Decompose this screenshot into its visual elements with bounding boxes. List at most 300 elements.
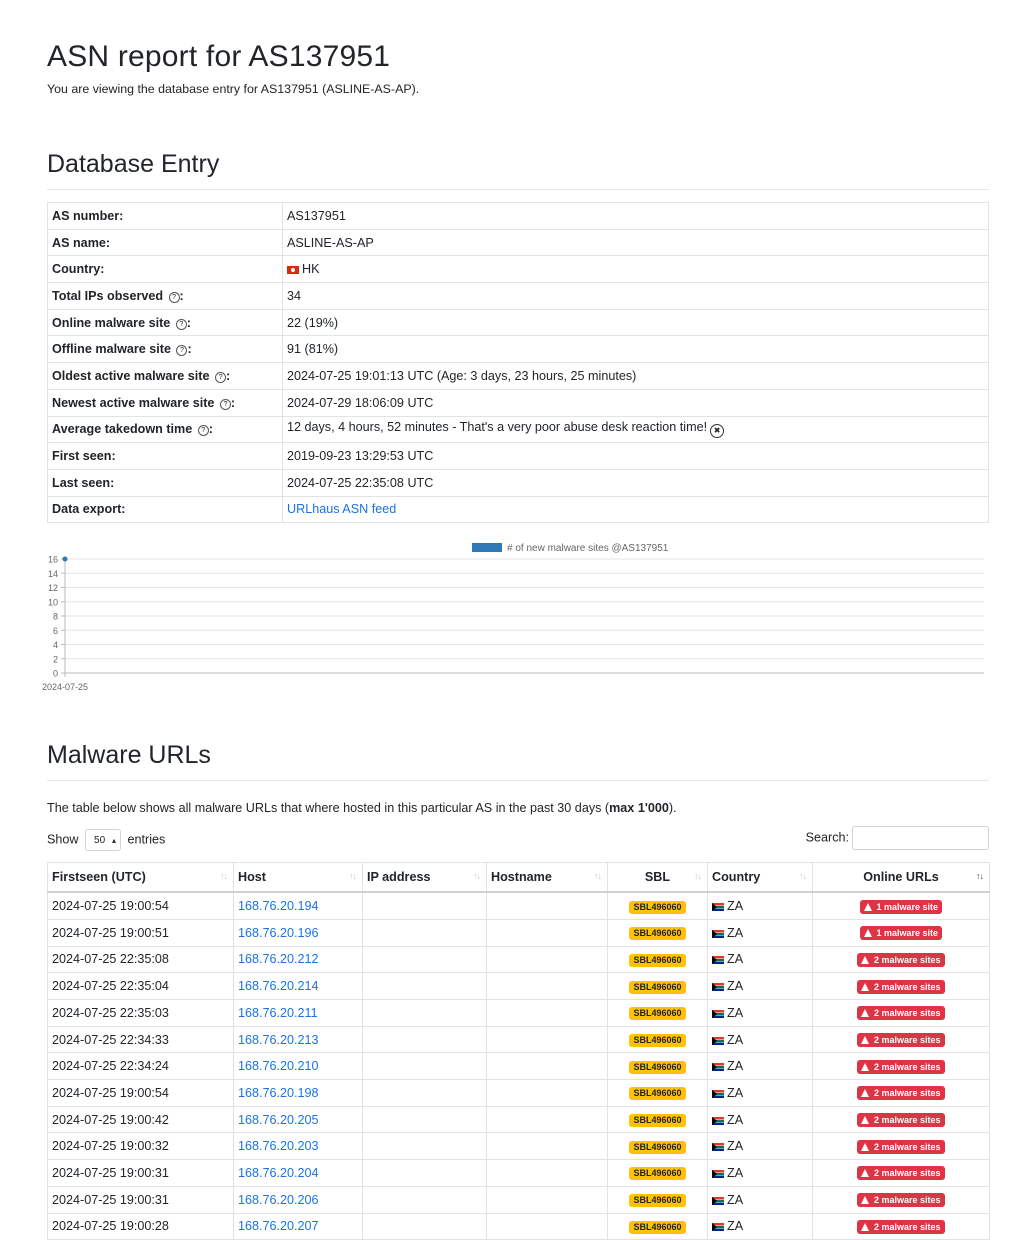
help-icon[interactable]: ? bbox=[176, 345, 187, 356]
database-row bbox=[48, 416, 989, 443]
y-tick-label: 4 bbox=[52, 640, 58, 651]
ip-cell bbox=[363, 1106, 487, 1133]
online-cell bbox=[813, 919, 990, 946]
label-colon: : bbox=[187, 342, 192, 357]
online-urls-label: 2 malware sites bbox=[873, 1221, 941, 1232]
country-cell bbox=[708, 892, 813, 919]
value-text: 2024-07-25 19:01:13 UTC (Age: 3 days, 23 hours, 25 minutes) bbox=[287, 368, 637, 383]
za-flag-icon bbox=[712, 1143, 724, 1151]
column-header[interactable] bbox=[608, 863, 708, 893]
country-cell bbox=[708, 1213, 813, 1240]
online-urls-badge bbox=[857, 1033, 944, 1047]
database-label bbox=[48, 469, 283, 496]
country-cell bbox=[708, 1053, 813, 1080]
host-cell bbox=[234, 919, 363, 946]
online-urls-label: 2 malware sites bbox=[873, 981, 941, 992]
online-urls-label: 2 malware sites bbox=[873, 954, 941, 965]
database-value bbox=[283, 229, 989, 256]
database-label bbox=[48, 496, 283, 523]
country-code: ZA bbox=[727, 1219, 744, 1234]
label-text: Online malware site bbox=[52, 315, 171, 330]
online-cell bbox=[813, 973, 990, 1000]
ip-cell bbox=[363, 1160, 487, 1187]
host-cell bbox=[234, 1133, 363, 1160]
sbl-badge[interactable]: SBL496060 bbox=[629, 1221, 685, 1234]
firstseen-cell: 2024-07-25 22:35:08 bbox=[48, 946, 234, 973]
table-controls bbox=[47, 826, 989, 852]
host-cell bbox=[234, 1160, 363, 1187]
hostname-cell bbox=[487, 1213, 608, 1240]
chevron-updown-icon: ▴ bbox=[112, 836, 117, 846]
value-text: AS137951 bbox=[287, 208, 346, 223]
value-text: 2019-09-23 13:29:53 UTC bbox=[287, 449, 434, 464]
column-header-label: Hostname bbox=[491, 870, 552, 885]
database-label bbox=[48, 283, 283, 310]
firstseen-cell: 2024-07-25 19:00:54 bbox=[48, 1080, 234, 1107]
online-cell bbox=[813, 892, 990, 919]
show-label: Show bbox=[47, 832, 79, 847]
database-label bbox=[48, 389, 283, 416]
label-text: Average takedown time bbox=[52, 422, 193, 437]
hostname-cell bbox=[487, 919, 608, 946]
dizzy-face-icon: ✖ bbox=[710, 424, 724, 438]
label-text: Data export: bbox=[52, 502, 126, 517]
online-urls-badge bbox=[857, 1166, 944, 1180]
database-value bbox=[283, 496, 989, 523]
host-cell bbox=[234, 892, 363, 919]
country-code: ZA bbox=[727, 1192, 744, 1207]
column-header-label: Online URLs bbox=[863, 870, 939, 885]
table-row bbox=[48, 946, 990, 973]
ip-cell bbox=[363, 946, 487, 973]
label-text: AS number: bbox=[52, 208, 124, 223]
sort-icon: ↑↓ bbox=[594, 871, 601, 882]
y-tick-label: 14 bbox=[47, 569, 58, 579]
firstseen-cell: 2024-07-25 19:00:31 bbox=[48, 1160, 234, 1187]
search-input[interactable] bbox=[852, 826, 989, 850]
malware-description bbox=[47, 801, 989, 815]
y-tick-label: 10 bbox=[47, 597, 58, 608]
host-link[interactable]: 168.76.20.212 bbox=[238, 952, 319, 967]
column-header[interactable] bbox=[813, 863, 990, 893]
ip-cell bbox=[363, 1053, 487, 1080]
column-header-label: Firstseen (UTC) bbox=[52, 870, 146, 885]
online-urls-label: 2 malware sites bbox=[873, 1088, 941, 1099]
country-code: ZA bbox=[727, 1165, 744, 1180]
label-text: Country: bbox=[52, 262, 105, 277]
y-tick-label: 2 bbox=[52, 654, 58, 665]
y-tick-label: 0 bbox=[52, 668, 58, 679]
country-code: ZA bbox=[727, 1139, 744, 1154]
table-row bbox=[48, 1080, 990, 1107]
sbl-cell bbox=[608, 1000, 708, 1027]
sbl-badge[interactable]: SBL496060 bbox=[629, 1194, 685, 1207]
host-cell bbox=[234, 973, 363, 1000]
value-text: 2024-07-29 18:06:09 UTC bbox=[287, 395, 434, 410]
value-text: 2024-07-25 22:35:08 UTC bbox=[287, 475, 434, 490]
table-row bbox=[48, 1133, 990, 1160]
warning-icon bbox=[861, 1063, 869, 1071]
sbl-badge[interactable]: SBL496060 bbox=[629, 1087, 685, 1100]
sbl-cell bbox=[608, 1080, 708, 1107]
page-length-control bbox=[47, 829, 165, 851]
host-cell bbox=[234, 1080, 363, 1107]
country-code: ZA bbox=[727, 1005, 744, 1020]
country-code: ZA bbox=[727, 1032, 744, 1047]
online-cell bbox=[813, 1026, 990, 1053]
online-urls-label: 2 malware sites bbox=[873, 1195, 941, 1206]
ip-cell bbox=[363, 1213, 487, 1240]
column-header[interactable] bbox=[487, 863, 608, 893]
za-flag-icon bbox=[712, 1063, 724, 1071]
za-flag-icon bbox=[712, 1117, 724, 1125]
column-header[interactable] bbox=[234, 863, 363, 893]
database-value bbox=[283, 389, 989, 416]
table-row bbox=[48, 1213, 990, 1240]
page-length-select[interactable] bbox=[85, 829, 121, 851]
database-row bbox=[48, 469, 989, 496]
sort-icon: ↑↓ bbox=[473, 871, 480, 882]
label-colon: : bbox=[208, 422, 213, 437]
firstseen-cell: 2024-07-25 22:34:33 bbox=[48, 1026, 234, 1053]
label-text: Oldest active malware site bbox=[52, 368, 210, 383]
hostname-cell bbox=[487, 1053, 608, 1080]
sbl-badge[interactable]: SBL496060 bbox=[629, 927, 685, 940]
host-link[interactable]: 168.76.20.210 bbox=[238, 1059, 319, 1074]
warning-icon bbox=[861, 1009, 869, 1017]
malware-chart bbox=[41, 537, 989, 712]
firstseen-cell: 2024-07-25 22:35:03 bbox=[48, 1000, 234, 1027]
country-code: ZA bbox=[727, 1112, 744, 1127]
online-urls-badge bbox=[857, 980, 944, 994]
urlhaus-asn-feed-link[interactable]: URLhaus ASN feed bbox=[287, 502, 397, 517]
table-row bbox=[48, 1026, 990, 1053]
firstseen-cell: 2024-07-25 22:35:04 bbox=[48, 973, 234, 1000]
host-link[interactable]: 168.76.20.211 bbox=[238, 1005, 318, 1020]
firstseen-cell: 2024-07-25 19:00:54 bbox=[48, 892, 234, 919]
hostname-cell bbox=[487, 1133, 608, 1160]
ip-cell bbox=[363, 973, 487, 1000]
value-text: 12 days, 4 hours, 52 minutes - That's a very poor abuse desk reaction time! bbox=[287, 420, 708, 435]
host-link[interactable]: 168.76.20.198 bbox=[238, 1085, 319, 1100]
database-row bbox=[48, 496, 989, 523]
online-urls-badge bbox=[857, 1140, 944, 1154]
sbl-badge[interactable]: SBL496060 bbox=[629, 1034, 685, 1047]
hostname-cell bbox=[487, 1026, 608, 1053]
online-urls-badge bbox=[857, 1006, 944, 1020]
database-value bbox=[283, 469, 989, 496]
host-link[interactable]: 168.76.20.214 bbox=[238, 979, 319, 994]
za-flag-icon bbox=[712, 1037, 724, 1045]
ip-cell bbox=[363, 892, 487, 919]
column-header[interactable] bbox=[48, 863, 234, 893]
online-urls-label: 2 malware sites bbox=[873, 1061, 941, 1072]
online-urls-label: 2 malware sites bbox=[873, 1008, 941, 1019]
malware-table bbox=[47, 862, 990, 1240]
database-row bbox=[48, 309, 989, 336]
label-colon: : bbox=[226, 368, 231, 383]
sbl-cell bbox=[608, 946, 708, 973]
country-cell bbox=[708, 919, 813, 946]
country-code: ZA bbox=[727, 952, 744, 967]
host-link[interactable]: 168.76.20.203 bbox=[238, 1139, 319, 1154]
label-text: Offline malware site bbox=[52, 342, 171, 357]
sbl-badge[interactable]: SBL496060 bbox=[629, 1167, 685, 1180]
chart-svg bbox=[41, 537, 989, 712]
database-label bbox=[48, 256, 283, 283]
desc-max: max 1'000 bbox=[609, 801, 669, 816]
label-text: AS name: bbox=[52, 235, 111, 250]
hostname-cell bbox=[487, 892, 608, 919]
column-header-label: IP address bbox=[367, 870, 431, 885]
table-row bbox=[48, 1106, 990, 1133]
sbl-badge[interactable]: SBL496060 bbox=[629, 1114, 685, 1127]
hostname-cell bbox=[487, 1160, 608, 1187]
database-table bbox=[47, 202, 989, 523]
host-cell bbox=[234, 946, 363, 973]
database-value bbox=[283, 336, 989, 363]
label-text: Last seen: bbox=[52, 475, 115, 490]
sbl-cell bbox=[608, 1106, 708, 1133]
label-text: First seen: bbox=[52, 449, 116, 464]
y-tick-label: 8 bbox=[52, 611, 58, 622]
database-value bbox=[283, 363, 989, 390]
sbl-cell bbox=[608, 919, 708, 946]
value-text: 91 (81%) bbox=[287, 342, 339, 357]
label-text: Total IPs observed bbox=[52, 288, 164, 303]
value-text: 22 (19%) bbox=[287, 315, 339, 330]
host-cell bbox=[234, 1000, 363, 1027]
country-cell bbox=[708, 1080, 813, 1107]
host-link[interactable]: 168.76.20.213 bbox=[238, 1032, 319, 1047]
online-cell bbox=[813, 946, 990, 973]
database-label bbox=[48, 336, 283, 363]
warning-icon bbox=[861, 956, 869, 964]
online-urls-label: 2 malware sites bbox=[873, 1115, 941, 1126]
warning-icon bbox=[861, 1116, 869, 1124]
hostname-cell bbox=[487, 946, 608, 973]
za-flag-icon bbox=[712, 930, 724, 938]
database-label bbox=[48, 309, 283, 336]
database-label bbox=[48, 203, 283, 230]
sbl-cell bbox=[608, 1053, 708, 1080]
warning-icon bbox=[861, 983, 869, 991]
host-link[interactable]: 168.76.20.207 bbox=[238, 1219, 319, 1234]
country-code: ZA bbox=[727, 1085, 744, 1100]
sbl-badge[interactable]: SBL496060 bbox=[629, 1007, 685, 1020]
database-value bbox=[283, 443, 989, 470]
country-cell bbox=[708, 1106, 813, 1133]
online-urls-badge bbox=[857, 1060, 944, 1074]
label-text: Newest active malware site bbox=[52, 395, 215, 410]
page-title: ASN report for AS137951 bbox=[47, 40, 391, 73]
value-text: HK bbox=[302, 262, 320, 277]
country-cell bbox=[708, 1160, 813, 1187]
column-header[interactable] bbox=[708, 863, 813, 893]
column-header[interactable] bbox=[363, 863, 487, 893]
hostname-cell bbox=[487, 973, 608, 1000]
hostname-cell bbox=[487, 1106, 608, 1133]
ip-cell bbox=[363, 1026, 487, 1053]
za-flag-icon bbox=[712, 1090, 724, 1098]
warning-icon bbox=[861, 1036, 869, 1044]
warning-icon bbox=[861, 1143, 869, 1151]
malware-urls-title: Malware URLs bbox=[47, 740, 989, 781]
value-text: 34 bbox=[287, 288, 302, 303]
legend-swatch bbox=[472, 543, 502, 552]
database-row bbox=[48, 283, 989, 310]
warning-icon bbox=[861, 1169, 869, 1177]
sbl-badge[interactable]: SBL496060 bbox=[629, 1141, 685, 1154]
column-header-label: Country bbox=[712, 870, 761, 885]
y-tick-label: 16 bbox=[47, 554, 58, 565]
database-row bbox=[48, 389, 989, 416]
sbl-badge[interactable]: SBL496060 bbox=[629, 901, 685, 914]
country-cell bbox=[708, 1026, 813, 1053]
help-icon[interactable]: ? bbox=[215, 372, 226, 383]
za-flag-icon bbox=[712, 983, 724, 991]
ip-cell bbox=[363, 1000, 487, 1027]
online-cell bbox=[813, 1080, 990, 1107]
country-code: ZA bbox=[727, 899, 744, 914]
sort-icon: ↑↓ bbox=[976, 871, 983, 882]
warning-icon bbox=[864, 903, 872, 911]
firstseen-cell: 2024-07-25 19:00:42 bbox=[48, 1106, 234, 1133]
online-urls-badge bbox=[857, 953, 944, 967]
desc-end: ). bbox=[668, 801, 677, 816]
sbl-cell bbox=[608, 892, 708, 919]
sbl-cell bbox=[608, 1160, 708, 1187]
column-header-label: SBL bbox=[644, 870, 671, 885]
ip-cell bbox=[363, 1080, 487, 1107]
label-colon: : bbox=[186, 315, 191, 330]
database-label bbox=[48, 229, 283, 256]
entries-label: entries bbox=[127, 832, 166, 847]
table-row bbox=[48, 919, 990, 946]
firstseen-cell: 2024-07-25 22:34:24 bbox=[48, 1053, 234, 1080]
country-cell bbox=[708, 946, 813, 973]
desc-text: The table below shows all malware URLs that where hosted in this particular AS in the past 30 days ( bbox=[47, 801, 610, 816]
online-cell bbox=[813, 1106, 990, 1133]
database-row bbox=[48, 443, 989, 470]
host-cell bbox=[234, 1106, 363, 1133]
firstseen-cell: 2024-07-25 19:00:28 bbox=[48, 1213, 234, 1240]
sbl-badge[interactable]: SBL496060 bbox=[629, 981, 685, 994]
database-label bbox=[48, 416, 283, 443]
online-urls-badge bbox=[857, 1193, 944, 1207]
column-header-label: Host bbox=[238, 870, 266, 885]
database-value bbox=[283, 256, 989, 283]
warning-icon bbox=[864, 929, 872, 937]
ip-cell bbox=[363, 1133, 487, 1160]
country-cell bbox=[708, 973, 813, 1000]
database-entry-title: Database Entry bbox=[47, 149, 989, 190]
host-link[interactable]: 168.76.20.194 bbox=[238, 899, 319, 914]
host-link[interactable]: 168.76.20.205 bbox=[238, 1112, 319, 1127]
help-icon[interactable]: ? bbox=[176, 319, 187, 330]
value-text: ASLINE-AS-AP bbox=[287, 235, 374, 250]
online-cell bbox=[813, 1213, 990, 1240]
sbl-cell bbox=[608, 973, 708, 1000]
table-row bbox=[48, 1053, 990, 1080]
za-flag-icon bbox=[712, 956, 724, 964]
country-code: ZA bbox=[727, 925, 744, 940]
sbl-cell bbox=[608, 1026, 708, 1053]
page-length-value: 50 bbox=[94, 835, 106, 847]
database-value bbox=[283, 416, 989, 443]
x-tick-label: 2024-07-25 bbox=[41, 682, 89, 693]
host-cell bbox=[234, 1026, 363, 1053]
country-cell bbox=[708, 1133, 813, 1160]
online-urls-badge bbox=[857, 1086, 944, 1100]
database-label bbox=[48, 443, 283, 470]
help-icon[interactable]: ? bbox=[198, 425, 209, 436]
database-value bbox=[283, 203, 989, 230]
online-urls-label: 2 malware sites bbox=[873, 1168, 941, 1179]
table-row bbox=[48, 973, 990, 1000]
online-urls-label: 2 malware sites bbox=[873, 1035, 941, 1046]
ip-cell bbox=[363, 919, 487, 946]
table-row bbox=[48, 1160, 990, 1187]
host-cell bbox=[234, 1213, 363, 1240]
online-cell bbox=[813, 1053, 990, 1080]
database-row bbox=[48, 256, 989, 283]
online-urls-badge bbox=[860, 926, 942, 940]
hostname-cell bbox=[487, 1000, 608, 1027]
warning-icon bbox=[861, 1223, 869, 1231]
database-value bbox=[283, 309, 989, 336]
host-link[interactable]: 168.76.20.206 bbox=[238, 1192, 319, 1207]
sort-icon: ↑↓ bbox=[694, 871, 701, 882]
sbl-cell bbox=[608, 1133, 708, 1160]
online-cell bbox=[813, 1160, 990, 1187]
firstseen-cell: 2024-07-25 19:00:32 bbox=[48, 1133, 234, 1160]
search-label: Search: bbox=[805, 830, 849, 845]
help-icon[interactable]: ? bbox=[169, 292, 180, 303]
host-cell bbox=[234, 1053, 363, 1080]
legend-label: # of new malware sites @AS137951 bbox=[507, 543, 669, 555]
sbl-badge[interactable]: SBL496060 bbox=[629, 954, 685, 967]
host-link[interactable]: 168.76.20.196 bbox=[238, 925, 319, 940]
page bbox=[41, 0, 989, 1240]
firstseen-cell: 2024-07-25 19:00:51 bbox=[48, 919, 234, 946]
za-flag-icon bbox=[712, 1170, 724, 1178]
za-flag-icon bbox=[712, 1197, 724, 1205]
online-urls-badge bbox=[857, 1220, 944, 1234]
database-label bbox=[48, 363, 283, 390]
za-flag-icon bbox=[712, 1010, 724, 1018]
sort-icon: ↑↓ bbox=[349, 871, 356, 882]
za-flag-icon bbox=[712, 1223, 724, 1231]
database-row bbox=[48, 229, 989, 256]
za-flag-icon bbox=[712, 903, 724, 911]
online-urls-label: 1 malware site bbox=[876, 901, 939, 912]
online-urls-label: 1 malware site bbox=[876, 928, 939, 939]
database-row bbox=[48, 336, 989, 363]
y-tick-label: 12 bbox=[47, 583, 58, 594]
y-tick-label: 6 bbox=[52, 626, 58, 636]
hostname-cell bbox=[487, 1080, 608, 1107]
sbl-badge[interactable]: SBL496060 bbox=[629, 1061, 685, 1074]
database-row bbox=[48, 203, 989, 230]
firstseen-cell: 2024-07-25 19:00:31 bbox=[48, 1186, 234, 1213]
database-row bbox=[48, 363, 989, 390]
country-code: ZA bbox=[727, 979, 744, 994]
label-colon: : bbox=[179, 288, 184, 303]
host-link[interactable]: 168.76.20.204 bbox=[238, 1165, 319, 1180]
help-icon[interactable]: ? bbox=[220, 399, 231, 410]
online-urls-label: 2 malware sites bbox=[873, 1141, 941, 1152]
